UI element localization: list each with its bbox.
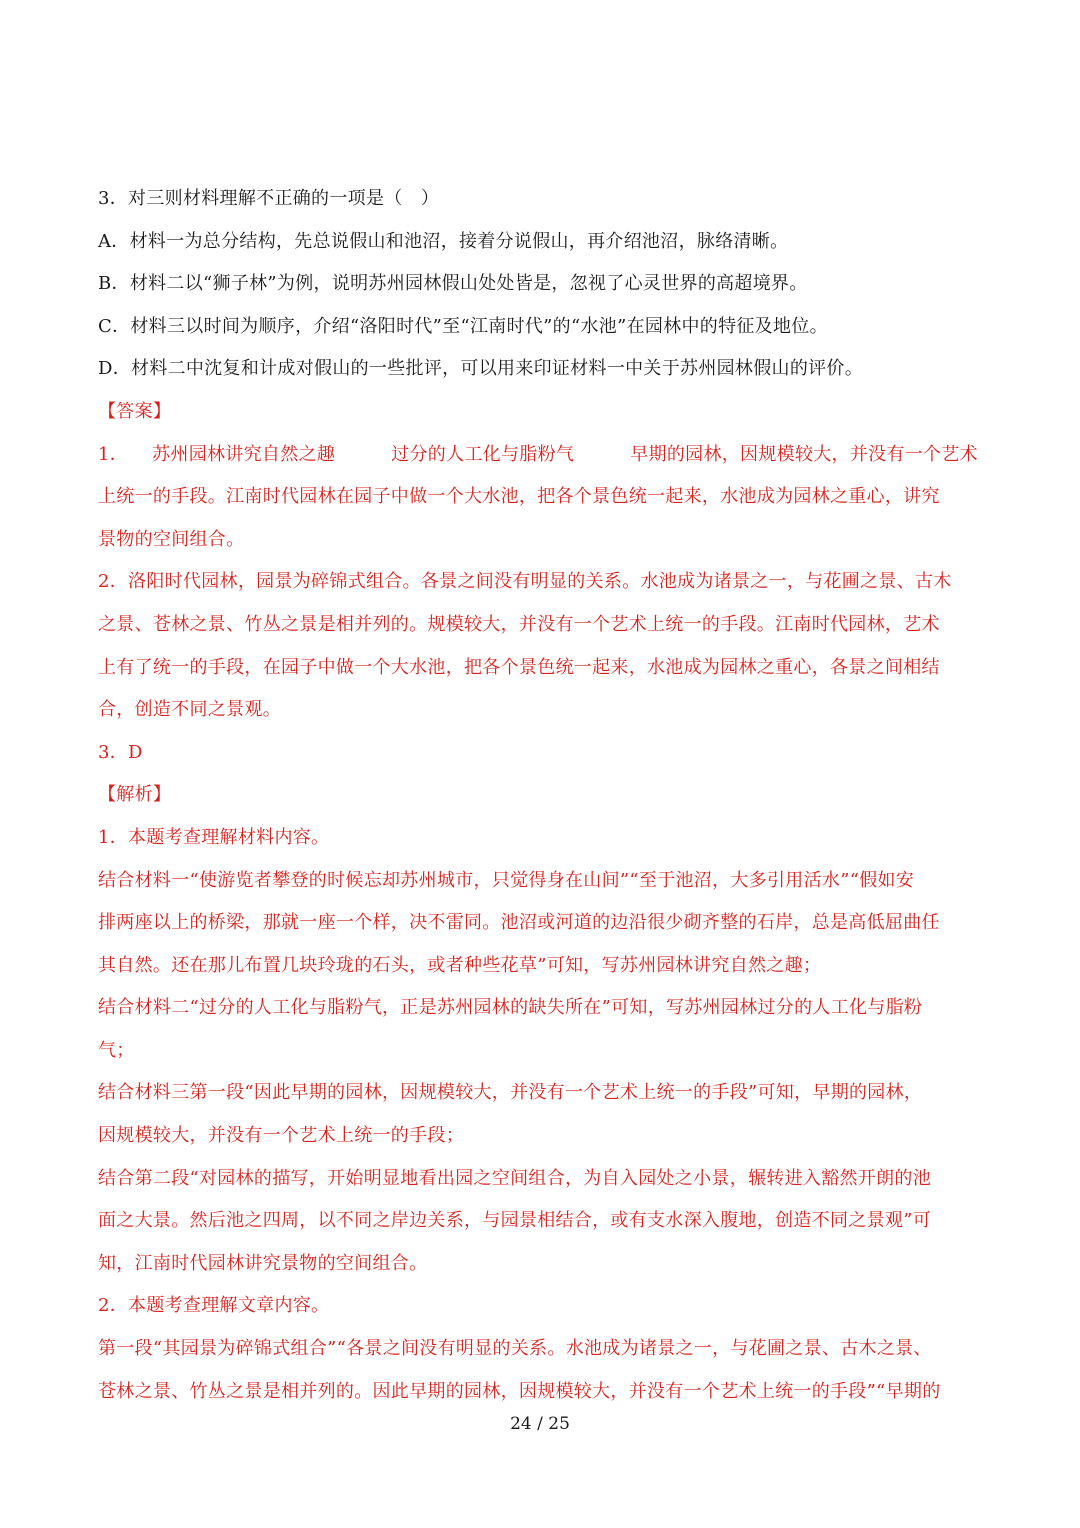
analysis-line: 结合材料二“过分的人工化与脂粉气，正是苏州园林的缺失所在”可知，写苏州园林过分的人工化与脂粉: [98, 997, 923, 1019]
analysis-line: 2．本题考查理解文章内容。: [98, 1295, 330, 1317]
analysis-line: 苍林之景、竹丛之景是相并列的。因此早期的园林，因规模较大，并没有一个艺术上统一的手段”“早期的: [98, 1380, 941, 1402]
analysis-line: 1．本题考查理解材料内容。: [98, 826, 330, 848]
answer-1-first-line: [98, 434, 988, 477]
answer-1-line: 上统一的手段。江南时代园林在园子中做一个大水池，把各个景色统一起来，水池成为园林之重心，讲究: [98, 486, 940, 508]
answer-1-number: 1．: [98, 443, 129, 465]
option-a: A．材料一为总分结构，先总说假山和池沼，接着分说假山，再介绍池沼，脉络清晰。: [98, 230, 789, 252]
analysis-line: 其自然。还在那儿布置几块玲珑的石头，或者种些花草”可知，写苏州园林讲究自然之趣；: [98, 954, 822, 976]
option-d: D．材料二中沈复和计成对假山的一些批评，可以用来印证材料一中关于苏州园林假山的评价。: [98, 358, 864, 380]
answer-2-line: 2．洛阳时代园林，园景为碎锦式组合。各景之间没有明显的关系。水池成为诸景之一，与花圃之景、古木: [98, 571, 952, 593]
option-b: B．材料二以“狮子林”为例，说明苏州园林假山处处皆是，忽视了心灵世界的高超境界。: [98, 273, 808, 295]
page-content: [98, 178, 988, 1413]
analysis-line: 知，江南时代园林讲究景物的空间组合。: [98, 1252, 428, 1274]
analysis-line: 结合第二段“对园林的描写，开始明显地看出园之空间组合，为自入园处之小景，辗转进入豁然开朗的池: [98, 1167, 931, 1189]
answer-1-line: 景物的空间组合。: [98, 528, 245, 550]
analysis-line: 结合材料一“使游览者攀登的时候忘却苏州城市，只觉得身在山间”“至于池沼，大多引用活水”“假如安: [98, 869, 915, 891]
answer-2-line: 合，创造不同之景观。: [98, 699, 281, 721]
answer-1-part1: 苏州园林讲究自然之趣: [152, 443, 336, 465]
answer-heading: 【答案】: [98, 400, 172, 422]
analysis-line: 排两座以上的桥梁，那就一座一个样，决不雷同。池沼或河道的边沿很少砌齐整的石岸，总是高低屈曲任: [98, 912, 940, 934]
option-c: C．材料三以时间为顺序，介绍“洛阳时代”至“江南时代”的“水池”在园林中的特征及地位。: [98, 315, 828, 337]
answer-1-part2: 过分的人工化与脂粉气: [391, 443, 575, 465]
analysis-heading: 【解析】: [98, 784, 172, 806]
page-number: 24 / 25: [510, 1414, 570, 1434]
analysis-line: 因规模较大，并没有一个艺术上统一的手段；: [98, 1125, 464, 1147]
analysis-line: 气；: [98, 1039, 135, 1061]
question-stem: 3．对三则材料理解不正确的一项是（ ）: [98, 188, 440, 209]
analysis-line: 面之大景。然后池之四周，以不同之岸边关系，与园景相结合，或有支水深入腹地，创造不同之景观”可: [98, 1210, 931, 1232]
answer-2-line: 之景、苍林之景、竹丛之景是相并列的。规模较大，并没有一个艺术上统一的手段。江南时代园林，艺术: [98, 613, 940, 635]
analysis-line: 结合材料三第一段“因此早期的园林，因规模较大，并没有一个艺术上统一的手段”可知，早期的园林，: [98, 1082, 923, 1104]
answer-2-line: 上有了统一的手段，在园子中做一个大水池，把各个景色统一起来，水池成为园林之重心，各景之间相结: [98, 656, 940, 678]
analysis-line: 第一段“其园景为碎锦式组合”“各景之间没有明显的关系。水池成为诸景之一，与花圃之景、古木之景、: [98, 1338, 932, 1360]
answer-1-part3: 早期的园林，因规模较大，并没有一个艺术: [630, 443, 978, 465]
answer-3: 3．D: [98, 741, 143, 763]
